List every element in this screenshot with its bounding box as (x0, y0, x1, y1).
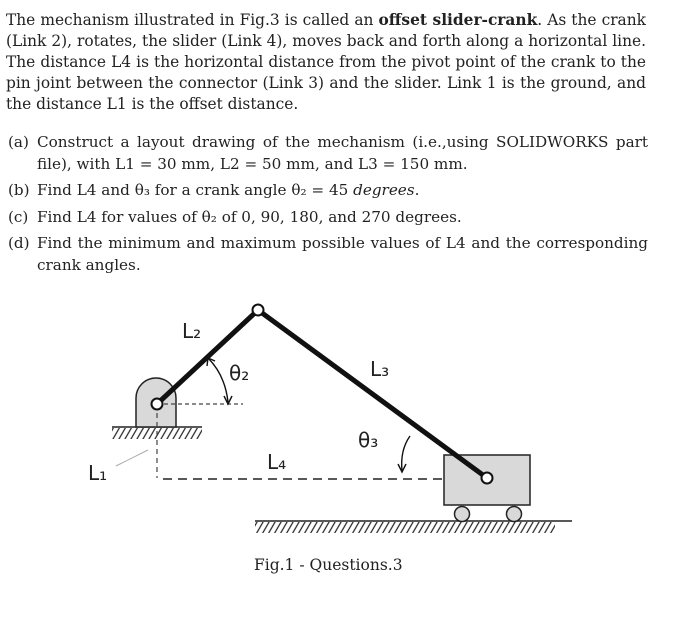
slider-wheel-left (455, 507, 470, 522)
figure-caption: Fig.1 - Questions.3 (254, 556, 403, 574)
question-text: Find L4 for values of θ₂ of 0, 90, 180, and 270 degrees. (37, 207, 462, 226)
label-l2: L₂ (182, 319, 202, 343)
label-theta2: θ₂ (229, 361, 250, 385)
question-label: (b) (8, 181, 30, 199)
slider-pin-joint (482, 473, 493, 484)
crank-link-2 (157, 310, 258, 404)
crank-connector-joint (253, 305, 264, 316)
question-text-italic: degrees (353, 181, 415, 199)
slider-wheel-right (507, 507, 522, 522)
question-item-b (8, 180, 648, 202)
question-item-d (8, 233, 648, 276)
problem-statement (6, 10, 646, 115)
question-text: Find the minimum and maximum possible values of L4 and the corresponding crank angles. (37, 234, 648, 274)
question-list (8, 132, 648, 281)
question-label: (a) (8, 133, 29, 151)
label-l4: L₄ (267, 450, 287, 474)
question-label: (d) (8, 234, 30, 252)
intro-bold-term: offset slider-crank (378, 11, 538, 29)
crank-pivot-joint (152, 399, 163, 410)
question-text-end: . (414, 181, 420, 199)
intro-text-1: The mechanism illustrated in Fig.3 is called an (6, 11, 374, 29)
question-label: (c) (8, 207, 29, 226)
question-text (37, 180, 648, 202)
question-text-part: Find L4 and θ₃ for a crank angle θ₂ = 45 (37, 181, 349, 199)
question-item-a (8, 132, 648, 175)
l1-leader-line (116, 450, 148, 466)
label-theta3: θ₃ (358, 428, 379, 452)
connector-link-3 (258, 310, 487, 478)
question-item-c (8, 207, 648, 229)
theta2-arc (208, 358, 228, 402)
question-text: Construct a layout drawing of the mechanism (i.e.,using SOLIDWORKS part file), with L1 = 30 mm, L2 = 50 mm, and L3 = 150 mm. (37, 133, 648, 173)
slider-ground-hatch (255, 522, 555, 533)
intro-text-2: . As the crank (Link 2), rotates, the slider (Link 4), moves back and forth along a horizontal line. The distance L4 is the horizontal distance from the pivot point of the crank to the pin joint between the connector (Link 3) and the slider. Link 1 is the ground, and the distance L1 is the offset distance. (6, 11, 646, 113)
label-l3: L₃ (370, 357, 390, 381)
slider-crank-figure (0, 290, 700, 552)
label-l1: L₁ (88, 461, 108, 485)
